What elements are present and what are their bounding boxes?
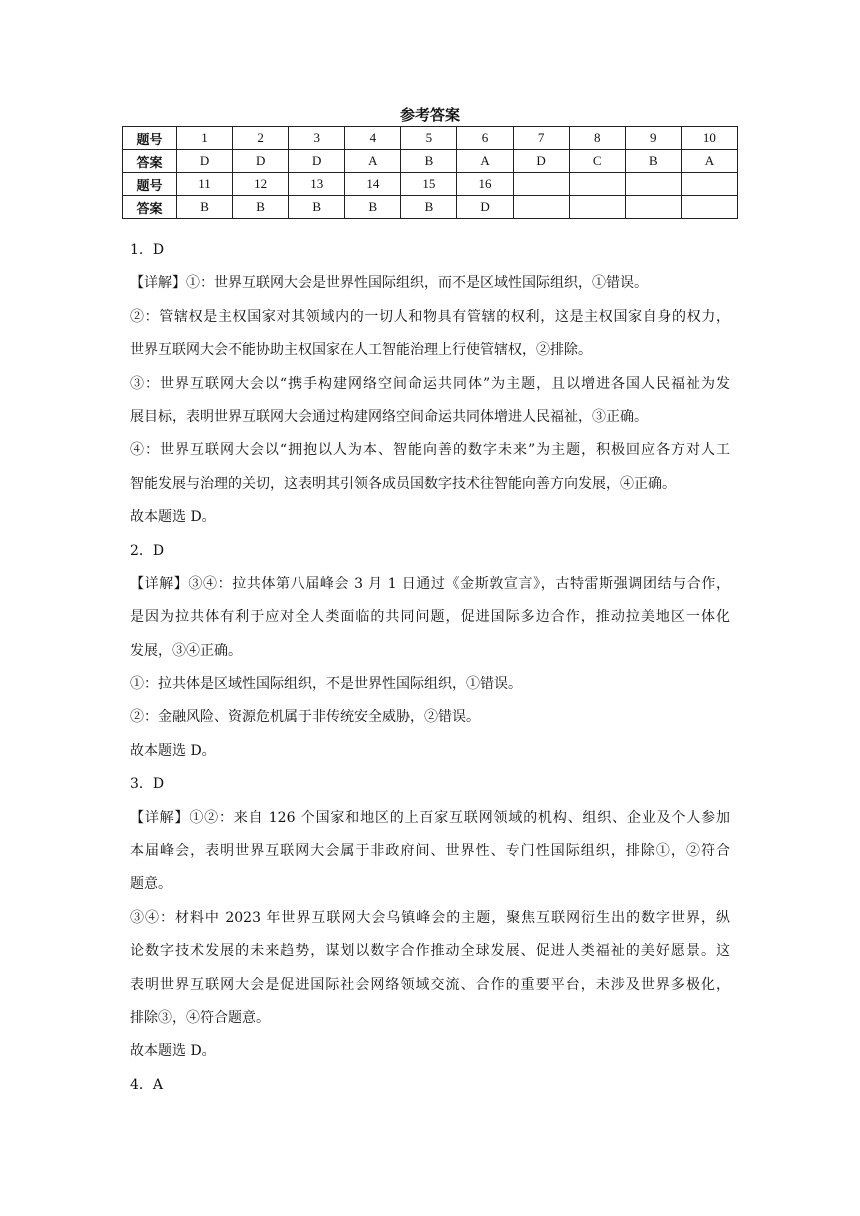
table-cell: 5 [401,127,457,150]
page-title: 参考答案 [399,106,460,124]
text-line: 【详解】①②：来自 126 个国家和地区的上百家互联网领域的机构、组织、企业及个人参加 [130,809,730,826]
table-cell: A [681,150,737,173]
text-line: ②：管辖权是主权国家对其领域内的一切人和物具有管辖的权利，这是主权国家自身的权力， [130,308,730,325]
table-cell: B [233,196,289,219]
table-cell [625,173,681,196]
text-line: 【详解】③④：拉共体第八届峰会 3 月 1 日通过《金斯敦宣言》，古特雷斯强调团结与合作， [130,575,730,592]
table-cell: B [289,196,345,219]
text-line: ③④：材料中 2023 年世界互联网大会乌镇峰会的主题，聚焦互联网衍生出的数字世界，纵 [130,909,730,926]
table-cell: B [625,150,681,173]
table-row [123,173,738,196]
row-header: 答案 [123,150,177,173]
text-line: 是因为拉共体有利于应对全人类面临的共同问题，促进国际多边合作，推动拉美地区一体化 [130,609,730,626]
row-header: 答案 [123,196,177,219]
text-line: 2．D [130,542,165,559]
table-cell [513,173,569,196]
row-header: 题号 [123,173,177,196]
table-cell: 9 [625,127,681,150]
text-line: 排除③，④符合题意。 [130,1009,270,1026]
table-cell: A [345,150,401,173]
text-line: 表明世界互联网大会是促进国际社会网络领域交流、合作的重要平台，未涉及世界多极化， [130,976,730,993]
table-cell: D [457,196,513,219]
text-line: 4．A [130,1076,164,1093]
text-line: 故本题选 D。 [130,742,216,759]
table-cell: 1 [177,127,233,150]
table-cell [625,196,681,219]
text-line: 世界互联网大会不能协助主权国家在人工智能治理上行使管辖权，②排除。 [130,342,592,359]
table-cell: 2 [233,127,289,150]
table-cell: 10 [681,127,737,150]
row-header: 题号 [123,127,177,150]
text-line: 智能发展与治理的关切，这表明其引领各成员国数字技术往智能向善方向发展，④正确。 [130,475,676,492]
table-cell [681,173,737,196]
table-cell [569,173,625,196]
answer-table [122,126,738,219]
table-cell: 4 [345,127,401,150]
table-cell: 14 [345,173,401,196]
table-cell: 6 [457,127,513,150]
text-line: ④：世界互联网大会以“拥抱以人为本、智能向善的数字未来”为主题，积极回应各方对人工 [130,442,730,459]
table-cell: 16 [457,173,513,196]
text-line: 1．D [130,242,165,258]
table-cell: 7 [513,127,569,150]
table-cell: D [289,150,345,173]
table-row [123,150,738,173]
table-cell: 8 [569,127,625,150]
table-cell: B [401,150,457,173]
table-cell [681,196,737,219]
table-cell: D [513,150,569,173]
text-line: ③：世界互联网大会以“携手构建网络空间命运共同体”为主题，且以增进各国人民福祉为发 [130,375,730,392]
text-line: 发展，③④正确。 [130,642,242,659]
table-row [123,127,738,150]
table-row [123,196,738,219]
text-line: 论数字技术发展的未来趋势，谋划以数字合作推动全球发展、促进人类福祉的美好愿景。这 [130,943,730,960]
table-cell: B [401,196,457,219]
table-cell: 3 [289,127,345,150]
table-cell: D [177,150,233,173]
text-line: 故本题选 D。 [130,1043,216,1060]
table-cell: 13 [289,173,345,196]
table-cell: C [569,150,625,173]
table-cell: 15 [401,173,457,196]
table-cell: 11 [177,173,233,196]
table-cell: B [345,196,401,219]
table-cell [513,196,569,219]
table-cell: B [177,196,233,219]
text-line: 题意。 [130,876,172,893]
text-line: ①：拉共体是区域性国际组织，不是世界性国际组织，①错误。 [130,676,522,693]
table-cell: 12 [233,173,289,196]
text-line: 【详解】①：世界互联网大会是世界性国际组织，而不是区域性国际组织，①错误。 [130,275,648,292]
text-line: ②：金融风险、资源危机属于非传统安全威胁，②错误。 [130,709,480,726]
text-line: 展目标，表明世界互联网大会通过构建网络空间命运共同体增进人民福祉，③正确。 [130,408,648,425]
text-line: 3．D [130,776,165,793]
table-cell: A [457,150,513,173]
table-cell: D [233,150,289,173]
text-line: 故本题选 D。 [130,509,216,526]
text-line: 本届峰会，表明世界互联网大会属于非政府间、世界性、专门性国际组织，排除①，②符合 [130,843,730,860]
explanation-body [130,234,730,1102]
table-cell [569,196,625,219]
